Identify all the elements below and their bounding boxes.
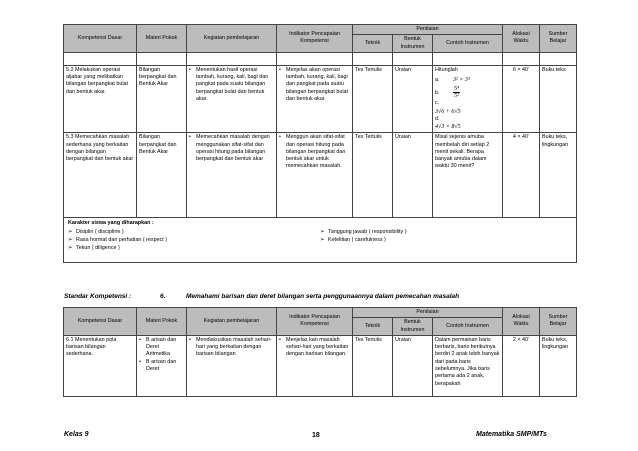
syllabus-table-1	[63, 24, 577, 263]
header-alokasi: Alokasi Waktu	[503, 308, 540, 336]
kegiatan-bullet: • Mendiskusikan masalah sehari-hari yang berkaitan dengan barisan bilangan	[189, 337, 274, 359]
contoh-b	[435, 86, 500, 99]
contoh-d	[435, 116, 500, 131]
header-kompetensi-dasar: Kompetensi Dasar	[64, 25, 137, 53]
bentuk-cell: Uraian	[393, 133, 433, 218]
materi-cell: Bilangan berpangkat dan Bentuk Akar	[137, 65, 187, 132]
standar-kompetensi-text: Memahami barisan dan deret bilangan serta penggunaannya dalam pemecahan masalah	[186, 293, 460, 300]
kd-cell: 6.1 Menentukan pola barisan bilangan sederhana.	[64, 335, 137, 396]
header-contoh: Contoh Instrumen	[433, 35, 503, 53]
materi-bullet: • B arisan dan Deret	[139, 359, 184, 374]
kegiatan-bullet: • Menentukan hasil operasi tambah, kurang, kali, bagi dan pangkat pada suatu bilangan berpangkat bulat dan bentuk akar.	[189, 67, 274, 103]
karakter-item: ➢ Rasa hormat dan perhatian ( respect )	[68, 237, 320, 244]
alokasi-cell: 2 × 40’	[503, 335, 540, 396]
header-materi-pokok: Materi Pokok	[137, 308, 187, 336]
teknik-cell: Tes Tertulis	[353, 133, 393, 218]
header-bentuk: Bentuk Instrumen	[393, 318, 433, 336]
table-row	[64, 335, 577, 396]
karakter-cell	[64, 218, 577, 263]
sumber-cell: Buku teks, lingkungan	[540, 335, 577, 396]
header-row	[64, 25, 577, 35]
contoh-c-expr: 3√6 + 6√5	[435, 108, 461, 115]
bentuk-cell: Uraian	[393, 335, 433, 396]
contoh-a-label: a.	[435, 77, 440, 84]
contoh-b-numerator: 5⁴	[454, 86, 460, 93]
contoh-b-label: b.	[435, 90, 440, 97]
materi-cell	[137, 335, 187, 396]
table-row	[64, 133, 577, 218]
contoh-a	[435, 76, 500, 84]
header-materi-pokok: Materi Pokok	[137, 25, 187, 53]
teknik-cell: Tes Tertulis	[353, 335, 393, 396]
indikator-cell	[277, 65, 353, 132]
karakter-item: ➢ Tekun ( diligence )	[68, 245, 320, 252]
sumber-cell: Buku teks	[540, 65, 577, 132]
contoh-c-label: c.	[435, 100, 440, 107]
indikator-bullet: • Menjelas akan operasi tambah, kurang, kali, bagi dan pangkat pada suatu bilangan berpangkat bulat dan bentuk akar.	[279, 67, 350, 103]
header-penilaian: Penilaian	[353, 308, 503, 318]
syllabus-table-2	[63, 307, 577, 397]
kegiatan-cell	[187, 133, 277, 218]
footer-class: Kelas 9	[64, 431, 89, 438]
contoh-c	[435, 100, 500, 115]
karakter-title: Karakter siswa yang diharapkan :	[68, 220, 154, 227]
contoh-d-expr: 4√3 × 8√5	[435, 124, 461, 131]
contoh-cell: Dalam permainan baris berbaris, baris berikutnya berdiri 2 anak lebih banyak dari pada baris sebelumnya. Jika baris pertama ada 2 anak, berapakah	[433, 335, 503, 396]
contoh-a-expr: 3² × 3³	[453, 77, 470, 84]
contoh-cell	[433, 65, 503, 132]
header-kompetensi-dasar: Kompetensi Dasar	[64, 308, 137, 336]
karakter-item: ➢ Ketelitian ( carefulness )	[320, 237, 572, 244]
indikator-bullet: • Menggun akan sifat-sifat dan operasi hitung pada bilangan berpangkat dan bentuk akar untuk memecahkan masalah.	[279, 134, 350, 170]
kegiatan-cell	[187, 335, 277, 396]
indikator-cell	[277, 335, 353, 396]
header-indikator: Indikator Pencapaian Kompetensi	[277, 308, 353, 336]
indikator-cell	[277, 133, 353, 218]
header-teknik: Teknik	[353, 35, 393, 53]
kegiatan-cell	[187, 65, 277, 132]
header-sumber: Sumber Belajar	[540, 25, 577, 53]
materi-bullet: • B arisan dan Deret Aritmetika	[139, 337, 184, 359]
contoh-title: Hitunglah	[435, 66, 458, 73]
kegiatan-bullet: • Memecahkan masalah dengan menggunakan sifat-sifat dan operasi hitung pada bilangan berpangkat dan bentuk akar	[189, 134, 274, 163]
alokasi-cell: 6 × 40’	[503, 65, 540, 132]
kd-cell: 5.3 Memecahkan masalah sederhana yang berkaitan dengan bilangan berpangkat dan bentuk akar	[64, 133, 137, 218]
footer-page-number: 18	[312, 432, 320, 439]
contoh-cell: Misal sejenis amuba membelah diri setiap 2 menit sekali. Berapa banyak amuba dalam waktu 30 menit?	[433, 133, 503, 218]
table-row	[64, 65, 577, 132]
standar-kompetensi-label: Standar Kompetensi :	[64, 293, 132, 300]
karakter-item: ➢ Disiplin ( discipline )	[68, 229, 320, 236]
header-kegiatan: Kegiatan pembelajaran	[187, 308, 277, 336]
header-indikator: Indikator Pencapaian Kompetensi	[277, 25, 353, 53]
header-alokasi: Alokasi Waktu	[503, 25, 540, 53]
footer-subject: Matematika SMP/MTs	[476, 431, 547, 438]
karakter-row	[64, 218, 577, 263]
header-teknik: Teknik	[353, 318, 393, 336]
header-kegiatan: Kegiatan pembelajaran	[187, 25, 277, 53]
header-penilaian: Penilaian	[353, 25, 503, 35]
header-sumber: Sumber Belajar	[540, 308, 577, 336]
karakter-item: ➢ Tanggung jawab ( responsibility )	[320, 229, 572, 236]
teknik-cell: Tes Tertulis	[353, 65, 393, 132]
header-bentuk: Bentuk Instrumen	[393, 35, 433, 53]
alokasi-cell: 4 × 40’	[503, 133, 540, 218]
materi-cell: Bilangan berpangkat dan Bentuk Akar	[137, 133, 187, 218]
header-contoh: Contoh Instrumen	[433, 318, 503, 336]
header-row	[64, 308, 577, 318]
sumber-cell: Buku teks, lingkungan	[540, 133, 577, 218]
bentuk-cell: Uraian	[393, 65, 433, 132]
blank-row	[64, 52, 577, 65]
indikator-bullet: • Menjelas kan masalah sehari-hari yang berkaitan dengan barisan bilangan.	[279, 337, 350, 359]
contoh-d-label: d.	[435, 115, 440, 122]
kd-cell: 5.2 Melakukan operasi aljabar yang melibatkan bilangan berpangkat bulat dan bentuk akar.	[64, 65, 137, 132]
standar-kompetensi-number: 6.	[160, 293, 166, 300]
contoh-b-denominator: 5²	[454, 93, 459, 100]
contoh-b-fraction	[453, 86, 460, 99]
karakter-list	[68, 229, 572, 253]
